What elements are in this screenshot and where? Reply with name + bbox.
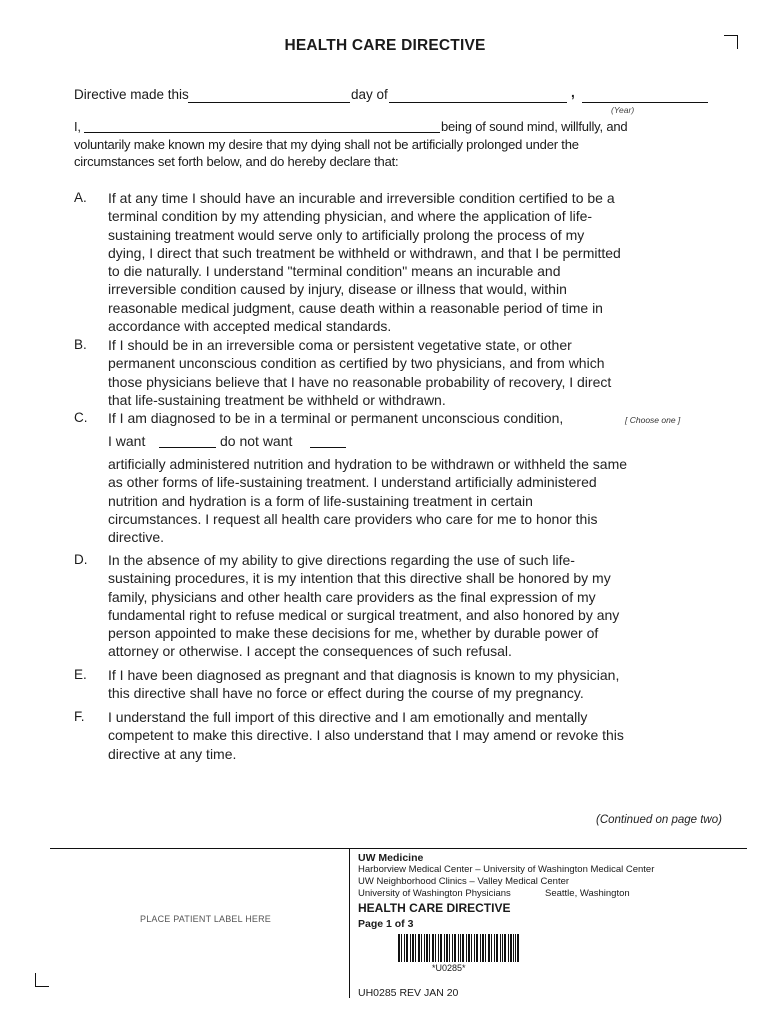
section-a-line: to die naturally. I understand "terminal condition" means an incurable and	[108, 263, 561, 280]
section-a-line: terminal condition by my attending physician, and where the application of life-	[108, 208, 593, 225]
month-field[interactable]	[389, 102, 567, 103]
section-b-line: those physicians believe that I have no reasonable probability of recovery, I direct	[108, 373, 612, 390]
section-a-line: irreversible condition caused by injury, disease or illness that would, within	[108, 281, 567, 298]
do-not-want-field[interactable]	[310, 447, 346, 448]
section-a-letter: A.	[74, 190, 87, 205]
section-c-line: artificially administered nutrition and hydration to be withdrawn or withheld the same	[108, 456, 628, 472]
section-c-line: nutrition and hydration is a form of life-sustaining treatment in certain	[108, 492, 533, 509]
footer-line-1: Harborview Medical Center – University of Washington Medical Center	[358, 864, 655, 875]
footer-divider	[50, 848, 747, 849]
barcode-text: *U0285*	[432, 963, 466, 973]
section-a-line: dying, I direct that such treatment be withheld or withdrawn, and that I be permitted	[108, 244, 621, 261]
section-e-text	[108, 666, 708, 703]
form-number: UH0285 REV JAN 20	[358, 987, 459, 999]
footer-location: Seattle, Washington	[545, 888, 630, 899]
section-f-letter: F.	[74, 709, 85, 724]
section-a-line: sustaining treatment would serve only to artificially prolong the process of my	[108, 226, 585, 243]
section-b-line: If I should be in an irreversible coma or persistent vegetative state, or other	[108, 337, 572, 353]
section-d-line: attorney or otherwise. I accept the consequences of such refusal.	[108, 643, 512, 660]
patient-label-area: PLACE PATIENT LABEL HERE	[140, 914, 272, 924]
section-c-letter: C.	[74, 410, 88, 425]
section-f-text	[108, 708, 708, 763]
continued-note: (Continued on page two)	[596, 814, 722, 826]
year-field[interactable]	[582, 102, 708, 103]
section-d-line: family, physicians and other health care providers as the final expression of my	[108, 588, 596, 605]
section-e-line: If I have been diagnosed as pregnant and that diagnosis is known to my physician,	[108, 667, 620, 683]
footer-vertical-divider	[349, 848, 350, 998]
section-d-line: fundamental right to refuse medical or surgical treatment, and also honored by any	[108, 606, 620, 623]
barcode	[398, 934, 520, 962]
section-a-line: If at any time I should have an incurable and irreversible condition certified to be a	[108, 190, 615, 206]
do-not-want-label: do not want	[220, 433, 293, 449]
section-d-text	[108, 551, 708, 661]
section-d-letter: D.	[74, 552, 88, 567]
declaration-line-3: circumstances set forth below, and do hereby declare that:	[74, 154, 399, 169]
section-c-text	[108, 455, 708, 546]
day-field[interactable]	[188, 102, 350, 103]
choose-one-hint: [ Choose one ]	[625, 415, 681, 425]
sound-mind-text: being of sound mind, willfully, and	[441, 119, 628, 134]
footer-page-number: Page 1 of 3	[358, 918, 414, 930]
i-want-label: I want	[108, 433, 146, 449]
i-want-field[interactable]	[159, 447, 216, 448]
declaration-line-2: voluntarily make known my desire that my dying shall not be artificially prolonged under the	[74, 137, 579, 152]
name-field[interactable]	[84, 132, 440, 133]
section-c-line-1: If I am diagnosed to be in a terminal or permanent unconscious condition,	[108, 410, 564, 426]
section-c-line: directive.	[108, 529, 165, 546]
directive-made-this-label: Directive made this	[74, 87, 189, 102]
section-b-line: permanent unconscious condition as certified by two physicians, and from which	[108, 355, 605, 372]
section-b-letter: B.	[74, 337, 87, 352]
footer-form-title: HEALTH CARE DIRECTIVE	[358, 901, 511, 915]
i-label: I,	[74, 119, 81, 134]
section-d-line: sustaining procedures, it is my intention that this directive shall be honored by my	[108, 570, 611, 587]
section-b-line: that life-sustaining treatment be withheld or withdrawn.	[108, 391, 446, 408]
section-a-line: accordance with accepted medical standards.	[108, 318, 392, 335]
section-f-line: I understand the full import of this directive and I am emotionally and mentally	[108, 709, 588, 725]
comma-separator: ,	[571, 85, 575, 100]
section-c-line: circumstances. I request all health care providers who care for me to honor this	[108, 510, 598, 527]
section-f-line: competent to make this directive. I also understand that I may amend or revoke this	[108, 727, 624, 744]
section-d-line: person appointed to make these decisions for me, whether by durable power of	[108, 625, 599, 642]
section-c-line: as other forms of life-sustaining treatment. I understand artificially administered	[108, 474, 597, 491]
day-of-label: day of	[351, 87, 388, 102]
crop-mark-bottom-left	[35, 973, 49, 987]
section-e-letter: E.	[74, 667, 87, 682]
document-title: HEALTH CARE DIRECTIVE	[284, 37, 486, 54]
section-b-text	[108, 336, 708, 409]
footer-line-3: University of Washington Physicians	[358, 888, 511, 899]
section-a-line: reasonable medical judgment, cause death within a reasonable period of time in	[108, 299, 603, 316]
year-caption: (Year)	[611, 105, 635, 115]
section-a-text	[108, 189, 708, 335]
footer-org: UW Medicine	[358, 852, 424, 864]
section-e-line: this directive shall have no force or effect during the course of my pregnancy.	[108, 685, 584, 702]
section-d-line: In the absence of my ability to give directions regarding the use of such life-	[108, 552, 575, 568]
footer-line-2: UW Neighborhood Clinics – Valley Medical Center	[358, 876, 570, 887]
section-f-line: directive at any time.	[108, 745, 237, 762]
